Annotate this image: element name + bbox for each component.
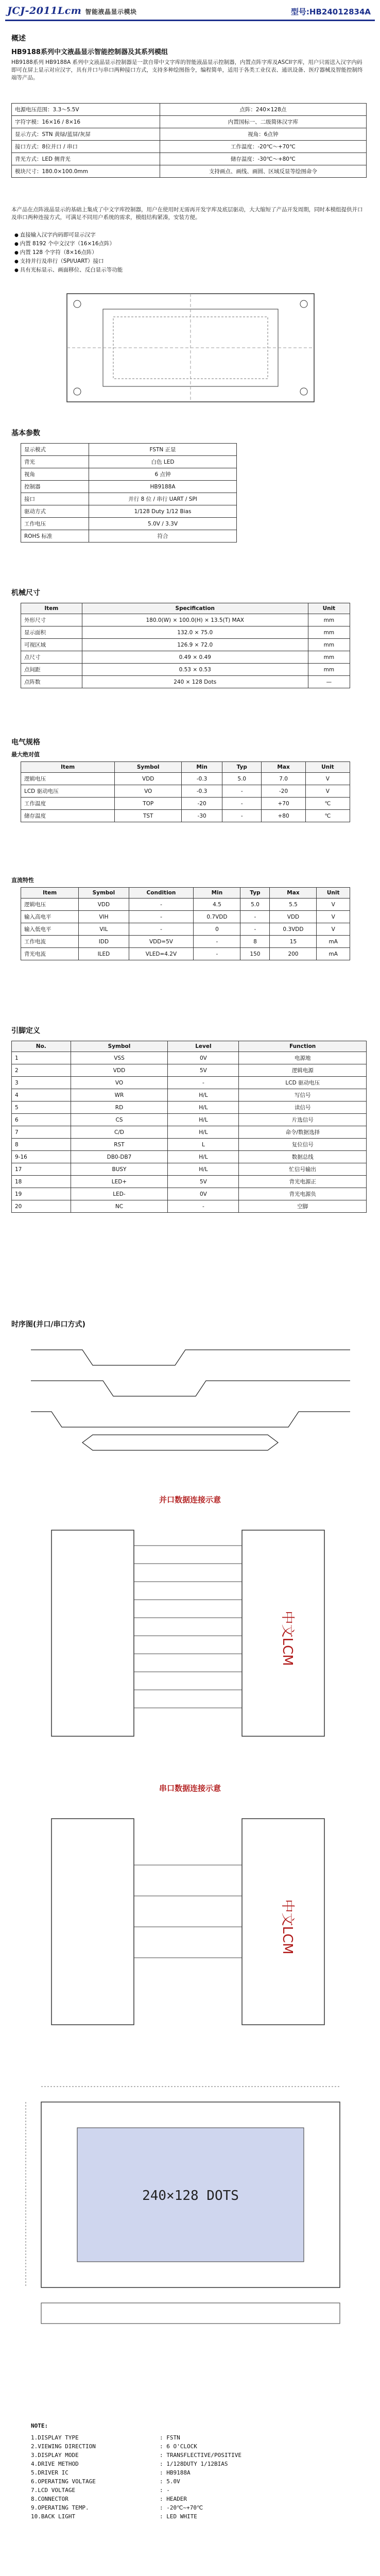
note-key: 2.VIEWING DIRECTION	[31, 2443, 96, 2450]
model-number	[291, 6, 371, 17]
elec-subheading: 最大绝对值	[11, 751, 40, 758]
dc-row-cell: V	[317, 911, 350, 923]
mech-heading: 机械尺寸	[11, 589, 40, 597]
pin-row-cell: LCD 驱动电压	[239, 1077, 367, 1089]
dc-row-cell: 8	[240, 936, 270, 948]
mech-header	[21, 603, 350, 614]
feature-bullets	[14, 231, 365, 275]
pin-row-cell: 电源地	[239, 1052, 367, 1064]
feature-row-cell: 显示方式：STN 黄绿/蓝屏/灰屏	[12, 128, 160, 141]
elec-row	[21, 798, 350, 810]
dc-row-cell: 150	[240, 948, 270, 960]
elec-row	[21, 785, 350, 798]
mech-row-cell: 点间距	[21, 664, 82, 676]
dc-row-cell: -	[129, 899, 194, 911]
feature-row-cell: 背光方式：LED 侧背光	[12, 153, 160, 165]
basic-params-table	[21, 443, 237, 543]
elec-row-cell: TST	[115, 810, 182, 822]
mech-header-cell: Specification	[82, 603, 308, 614]
module-outline-drawing	[62, 289, 319, 407]
dc-row-cell: VLED=4.2V	[129, 948, 194, 960]
basic-param-row-cell: 6 点钟	[89, 468, 237, 481]
pin-row-cell: H/L	[168, 1126, 239, 1139]
note-value: : 5.0V	[160, 2478, 180, 2485]
dc-row-cell: 输入低电平	[21, 923, 79, 936]
dc-row	[21, 936, 350, 948]
basic-param-row-cell: 控制器	[21, 481, 89, 493]
mech-row-cell: 点阵数	[21, 676, 82, 688]
dc-row-cell: 输入高电平	[21, 911, 79, 923]
elec-header-cell: Unit	[305, 762, 350, 773]
note-row	[31, 2442, 350, 2451]
pin-row	[12, 1188, 367, 1200]
elec-row	[21, 773, 350, 785]
note-value: : TRANSFLECTIVE/POSITIVE	[160, 2452, 241, 2459]
pin-row-cell: 7	[12, 1126, 71, 1139]
notes-title: NOTE:	[31, 2422, 48, 2429]
feature-row-cell: 点阵：240×128点	[160, 104, 366, 116]
pin-row-cell: 忙信号输出	[239, 1163, 367, 1176]
feature-row	[12, 116, 367, 128]
pin-row-cell: 读信号	[239, 1101, 367, 1114]
model-value: HB24012834A	[309, 7, 371, 16]
basic-param-row-cell: 并行 8 位 / 串行 UART / SPI	[89, 493, 237, 505]
mech-row-cell: 240 × 128 Dots	[82, 676, 308, 688]
dc-header	[21, 888, 350, 899]
dc-row-cell: V	[317, 899, 350, 911]
note-key: 1.DISPLAY TYPE	[31, 2434, 79, 2441]
note-row	[31, 2451, 350, 2460]
pin-row-cell: H/L	[168, 1114, 239, 1126]
note-value: : FSTN	[160, 2434, 180, 2441]
note-row	[31, 2495, 350, 2503]
parallel-diagram	[36, 1515, 345, 1752]
basic-param-row-cell: 视角	[21, 468, 89, 481]
dc-row-cell: 5.5	[270, 899, 317, 911]
pin-row-cell: L	[168, 1139, 239, 1151]
dc-row-cell: IDD	[79, 936, 129, 948]
feature-row-cell: 工作温度：-20℃～+70℃	[160, 141, 366, 153]
feature-bullet: ● 内置 8192 个中文汉字（16×16点阵）	[14, 240, 365, 248]
lcm-label: 中文LCM	[280, 1611, 295, 1666]
dc-row-cell: -	[194, 948, 240, 960]
pin-row-cell: LED-	[71, 1188, 168, 1200]
basic-param-row-cell: HB9188A	[89, 481, 237, 493]
serial-diagram	[36, 1803, 345, 2040]
pin-row	[12, 1114, 367, 1126]
elec-row-cell: -	[222, 798, 262, 810]
mech-table	[21, 603, 350, 688]
pins-table	[11, 1041, 367, 1213]
note-value: : -20℃~+70℃	[160, 2504, 203, 2511]
note-row	[31, 2486, 350, 2495]
mech-row-cell: 可视区域	[21, 639, 82, 651]
feature-bullet: ● 内置 128 个字符（8×16点阵）	[14, 248, 365, 257]
basic-param-row-cell: 1/128 Duty 1/12 Bias	[89, 505, 237, 518]
dc-row-cell: 0.7VDD	[194, 911, 240, 923]
pin-row-cell: 18	[12, 1176, 71, 1188]
dc-row	[21, 923, 350, 936]
mech-row-cell: 0.49 × 0.49	[82, 651, 308, 664]
feature-row-cell: 接口方式：8位并口 / 串口	[12, 141, 160, 153]
dc-header-cell: Condition	[129, 888, 194, 899]
dc-row	[21, 948, 350, 960]
dc-row-cell: VDD	[270, 911, 317, 923]
notes-block	[31, 2421, 350, 2521]
basic-param-row	[21, 444, 237, 456]
basic-param-row-cell: 接口	[21, 493, 89, 505]
page-header	[0, 0, 380, 25]
elec-row-cell: -0.3	[182, 785, 222, 798]
elec-row-cell: -0.3	[182, 773, 222, 785]
pin-row-cell: 19	[12, 1188, 71, 1200]
note-value: : 6 O'CLOCK	[160, 2443, 197, 2450]
feature-row	[12, 153, 367, 165]
basic-param-row-cell: 背光	[21, 456, 89, 468]
pin-row-cell: H/L	[168, 1089, 239, 1101]
pin-row-cell: 9-16	[12, 1151, 71, 1163]
pin-row-cell: 1	[12, 1052, 71, 1064]
mech-row-cell: 126.9 × 72.0	[82, 639, 308, 651]
basic-param-row	[21, 456, 237, 468]
pin-row-cell: DB0-DB7	[71, 1151, 168, 1163]
pin-row-cell: VSS	[71, 1052, 168, 1064]
lcm-label-serial: 中文LCM	[280, 1899, 295, 1955]
timing-diagram	[21, 1334, 360, 1463]
pin-row-cell: NC	[71, 1200, 168, 1213]
pin-row	[12, 1077, 367, 1089]
mech-row	[21, 614, 350, 626]
pins-header-cell: Function	[239, 1041, 367, 1052]
elec-header-cell: Min	[182, 762, 222, 773]
timing-heading: 时序图(并口/串口方式)	[11, 1320, 85, 1329]
feature-row	[12, 165, 367, 178]
note-key: 6.OPERATING VOLTAGE	[31, 2478, 96, 2485]
feature-row-cell: 模块尺寸：180.0×100.0mm	[12, 165, 160, 178]
dc-row-cell: mA	[317, 948, 350, 960]
pin-row-cell: C/D	[71, 1126, 168, 1139]
elec-row-cell: +80	[262, 810, 305, 822]
pins-heading: 引脚定义	[11, 1027, 40, 1035]
basic-param-row	[21, 481, 237, 493]
parallel-title: 并口数据连接示意	[159, 1495, 221, 1504]
pins-header-cell: Level	[168, 1041, 239, 1052]
brand-title	[7, 5, 137, 16]
model-prefix: 型号:	[290, 7, 309, 16]
pin-row	[12, 1064, 367, 1077]
mech-row	[21, 651, 350, 664]
mech-row-cell: —	[308, 676, 350, 688]
pin-row-cell: 片选信号	[239, 1114, 367, 1126]
dc-row-cell: -	[240, 911, 270, 923]
basic-param-row	[21, 530, 237, 543]
basic-param-row-cell: 5.0V / 3.3V	[89, 518, 237, 530]
elec-row-cell: ℃	[305, 798, 350, 810]
pin-row-cell: CS	[71, 1114, 168, 1126]
overview-heading: 概述	[11, 35, 26, 43]
dc-row-cell: VIH	[79, 911, 129, 923]
feature-row-cell: 字符字模：16×16 / 8×16	[12, 116, 160, 128]
basic-param-row-cell: 白色 LED	[89, 456, 237, 468]
overview-subtitle: HB9188系列中文液晶显示智能控制器及其系列模组	[11, 48, 168, 56]
note-key: 4.DRIVE METHOD	[31, 2461, 79, 2467]
note-key: 5.DRIVER IC	[31, 2469, 68, 2476]
elec-table	[21, 761, 350, 822]
dc-row-cell: mA	[317, 936, 350, 948]
pin-row-cell: 命令/数据选择	[239, 1126, 367, 1139]
mech-row-cell: 外形尺寸	[21, 614, 82, 626]
pin-row-cell: H/L	[168, 1151, 239, 1163]
note-value: : HB9188A	[160, 2469, 191, 2476]
elec-header-cell: Symbol	[115, 762, 182, 773]
dc-row-cell: 工作电流	[21, 936, 79, 948]
mech-row-cell: 显示面积	[21, 626, 82, 639]
brand-suffix: 智能液晶显示模块	[85, 8, 137, 15]
elec-header-cell: Typ	[222, 762, 262, 773]
dc-row-cell: 0	[194, 923, 240, 936]
basic-param-row-cell: FSTN 正显	[89, 444, 237, 456]
mech-header-cell: Item	[21, 603, 82, 614]
elec-row	[21, 810, 350, 822]
mech-row-cell: mm	[308, 614, 350, 626]
dc-row-cell: -	[240, 923, 270, 936]
elec-row-cell: -30	[182, 810, 222, 822]
mech-row-cell: mm	[308, 651, 350, 664]
note-key: 9.OPERATING TEMP.	[31, 2504, 89, 2511]
pin-row	[12, 1052, 367, 1064]
mech-row-cell: 180.0(W) × 100.0(H) × 13.5(T) MAX	[82, 614, 308, 626]
note-row	[31, 2477, 350, 2486]
pin-row-cell: 17	[12, 1163, 71, 1176]
dc-row-cell: VIL	[79, 923, 129, 936]
basic-params-heading: 基本参数	[11, 429, 40, 437]
pin-row-cell: 5	[12, 1101, 71, 1114]
pin-row	[12, 1151, 367, 1163]
dc-row	[21, 911, 350, 923]
dc-row-cell: -	[129, 923, 194, 936]
mech-row	[21, 639, 350, 651]
display-text: 240×128 DOTS	[142, 2188, 239, 2204]
elec-header	[21, 762, 350, 773]
pin-row-cell: 空脚	[239, 1200, 367, 1213]
pin-row-cell: 复位信号	[239, 1139, 367, 1151]
elec-row-cell: VO	[115, 785, 182, 798]
note-row	[31, 2460, 350, 2468]
dc-row-cell: 15	[270, 936, 317, 948]
elec-row-cell: 5.0	[222, 773, 262, 785]
pins-header-cell: Symbol	[71, 1041, 168, 1052]
feature-row-cell: 视角：6点钟	[160, 128, 366, 141]
pin-row-cell: 背光电源正	[239, 1176, 367, 1188]
pin-row	[12, 1163, 367, 1176]
pin-row-cell: 5V	[168, 1064, 239, 1077]
feature-row-cell: 支持画点、画线、画圆、区域反显等绘图命令	[160, 165, 366, 178]
dc-row-cell: VDD=5V	[129, 936, 194, 948]
mech-header-cell: Unit	[308, 603, 350, 614]
dc-row-cell: ILED	[79, 948, 129, 960]
dc-row-cell: VDD	[79, 899, 129, 911]
elec-header-cell: Max	[262, 762, 305, 773]
elec-row-cell: VDD	[115, 773, 182, 785]
dc-row	[21, 899, 350, 911]
elec-row-cell: 7.0	[262, 773, 305, 785]
basic-param-row-cell: ROHS 标准	[21, 530, 89, 543]
pin-row-cell: 3	[12, 1077, 71, 1089]
note-key: 8.CONNECTOR	[31, 2496, 68, 2502]
basic-param-row-cell: 显示模式	[21, 444, 89, 456]
feature-row	[12, 104, 367, 116]
basic-param-row	[21, 518, 237, 530]
mech-row-cell: 0.53 × 0.53	[82, 664, 308, 676]
pin-row-cell: 0V	[168, 1188, 239, 1200]
note-value: : HEADER	[160, 2496, 187, 2502]
feature-row	[12, 128, 367, 141]
note-row	[31, 2512, 350, 2521]
elec-row-cell: -20	[262, 785, 305, 798]
note-row	[31, 2503, 350, 2512]
pin-row-cell: -	[168, 1200, 239, 1213]
pin-row-cell: RD	[71, 1101, 168, 1114]
dc-row-cell: 200	[270, 948, 317, 960]
basic-param-row-cell: 符合	[89, 530, 237, 543]
dc-header-cell: Item	[21, 888, 79, 899]
pin-row	[12, 1139, 367, 1151]
pin-row-cell: 写信号	[239, 1089, 367, 1101]
dc-row-cell: -	[129, 911, 194, 923]
elec-row-cell: TOP	[115, 798, 182, 810]
elec-row-cell: 储存温度	[21, 810, 115, 822]
brand-name: JCJ-2011Lcm	[7, 5, 82, 16]
elec-row-cell: 逻辑电压	[21, 773, 115, 785]
elec-row-cell: -	[222, 785, 262, 798]
pin-row-cell: BUSY	[71, 1163, 168, 1176]
note-row	[31, 2468, 350, 2477]
pins-header	[12, 1041, 367, 1052]
basic-param-row	[21, 505, 237, 518]
mech-row-cell: mm	[308, 664, 350, 676]
pin-row-cell: VO	[71, 1077, 168, 1089]
pin-row-cell: H/L	[168, 1163, 239, 1176]
mech-row-cell: mm	[308, 626, 350, 639]
feature-table	[11, 103, 367, 178]
pin-row	[12, 1126, 367, 1139]
mech-row	[21, 664, 350, 676]
note-key: 3.DISPLAY MODE	[31, 2452, 79, 2459]
pin-row-cell: 0V	[168, 1052, 239, 1064]
elec-row-cell: V	[305, 785, 350, 798]
basic-param-row	[21, 493, 237, 505]
feature-bullet: ● 直接输入汉字内码即可显示汉字	[14, 231, 365, 240]
pin-row-cell: 背光电源负	[239, 1188, 367, 1200]
dc-header-cell: Max	[270, 888, 317, 899]
pin-row	[12, 1101, 367, 1114]
elec-header-cell: Item	[21, 762, 115, 773]
mech-row-cell: 132.0 × 75.0	[82, 626, 308, 639]
note-key: 7.LCD VOLTAGE	[31, 2487, 76, 2494]
pin-row-cell: -	[168, 1077, 239, 1089]
mech-row-cell: mm	[308, 639, 350, 651]
note-value: : -	[160, 2487, 170, 2494]
basic-param-row-cell: 工作电压	[21, 518, 89, 530]
dc-row-cell: 4.5	[194, 899, 240, 911]
pins-header-cell: No.	[12, 1041, 71, 1052]
elec-row-cell: 工作温度	[21, 798, 115, 810]
feature-row-cell: 电源电压范围：3.3～5.5V	[12, 104, 160, 116]
dc-subheading: 直流特性	[11, 877, 34, 884]
note-value: : 1/128DUTY 1/12BIAS	[160, 2461, 228, 2467]
feature-row	[12, 141, 367, 153]
dc-header-cell: Unit	[317, 888, 350, 899]
feature-row-cell: 储存温度：-30℃～+80℃	[160, 153, 366, 165]
dc-header-cell: Symbol	[79, 888, 129, 899]
dc-header-cell: Typ	[240, 888, 270, 899]
pin-row-cell: 8	[12, 1139, 71, 1151]
elec-row-cell: LCD 驱动电压	[21, 785, 115, 798]
elec-row-cell: V	[305, 773, 350, 785]
dc-row-cell: 背光电流	[21, 948, 79, 960]
pin-row-cell: LED+	[71, 1176, 168, 1188]
pin-row	[12, 1176, 367, 1188]
elec-row-cell: +70	[262, 798, 305, 810]
overview-body: HB9188系列 HB9188A 系列中文液晶显示控制器是一款自带中文字库的智能液晶显示控制器，内置点阵字库及ASCII字库，用户只需送入汉字内码即可在屏上显示对应汉字，具有并口与串口两种接口方式，支持多种绘图指令，编程简单，适用于各类工业仪表、通讯设备、医疗器械及智能控制终端等产品。	[11, 59, 363, 81]
pin-row-cell: 20	[12, 1200, 71, 1213]
pin-row-cell: 2	[12, 1064, 71, 1077]
pin-row-cell: 4	[12, 1089, 71, 1101]
pin-row-cell: VDD	[71, 1064, 168, 1077]
feature-bullet: ● 具有光标显示、画面移位、反白显示等功能	[14, 266, 365, 275]
pin-row-cell: WR	[71, 1089, 168, 1101]
pin-row-cell: RST	[71, 1139, 168, 1151]
dc-row-cell: V	[317, 923, 350, 936]
pin-row-cell: 逻辑电源	[239, 1064, 367, 1077]
elec-heading: 电气规格	[11, 738, 40, 747]
elec-row-cell: -20	[182, 798, 222, 810]
description-paragraph: 本产品在点阵液晶显示的基础上集成了中文字库控制器，用户在使用时无需再开发字库及底层驱动，大大缩短了产品开发周期，同时本模组提供并口及串口两种连接方式，可满足不同用户系统的需求，模组结构紧凑，安装方便。	[11, 207, 363, 221]
note-key: 10.BACK LIGHT	[31, 2513, 76, 2520]
pin-row-cell: 5V	[168, 1176, 239, 1188]
pin-row	[12, 1200, 367, 1213]
note-value: : LED WHITE	[160, 2513, 197, 2520]
note-row	[31, 2433, 350, 2442]
dc-table	[21, 887, 350, 960]
mech-row	[21, 676, 350, 688]
basic-param-row	[21, 468, 237, 481]
elec-row-cell: ℃	[305, 810, 350, 822]
serial-title: 串口数据连接示意	[159, 1784, 221, 1793]
basic-param-row-cell: 驱动方式	[21, 505, 89, 518]
pin-row	[12, 1089, 367, 1101]
elec-row-cell: -	[222, 810, 262, 822]
pin-row-cell: 6	[12, 1114, 71, 1126]
pin-row-cell: H/L	[168, 1101, 239, 1114]
dc-row-cell: 逻辑电压	[21, 899, 79, 911]
dc-row-cell: -	[194, 936, 240, 948]
dimension-drawing	[21, 2071, 360, 2360]
pin-row-cell: 数据总线	[239, 1151, 367, 1163]
dc-row-cell: 5.0	[240, 899, 270, 911]
feature-row-cell: 内置国标一、二级简体汉字库	[160, 116, 366, 128]
mech-row-cell: 点尺寸	[21, 651, 82, 664]
mech-row	[21, 626, 350, 639]
dc-row-cell: 0.3VDD	[270, 923, 317, 936]
feature-bullet: ● 支持并行及串行（SPI/UART）接口	[14, 257, 365, 266]
header-rule	[5, 20, 375, 21]
dc-header-cell: Min	[194, 888, 240, 899]
